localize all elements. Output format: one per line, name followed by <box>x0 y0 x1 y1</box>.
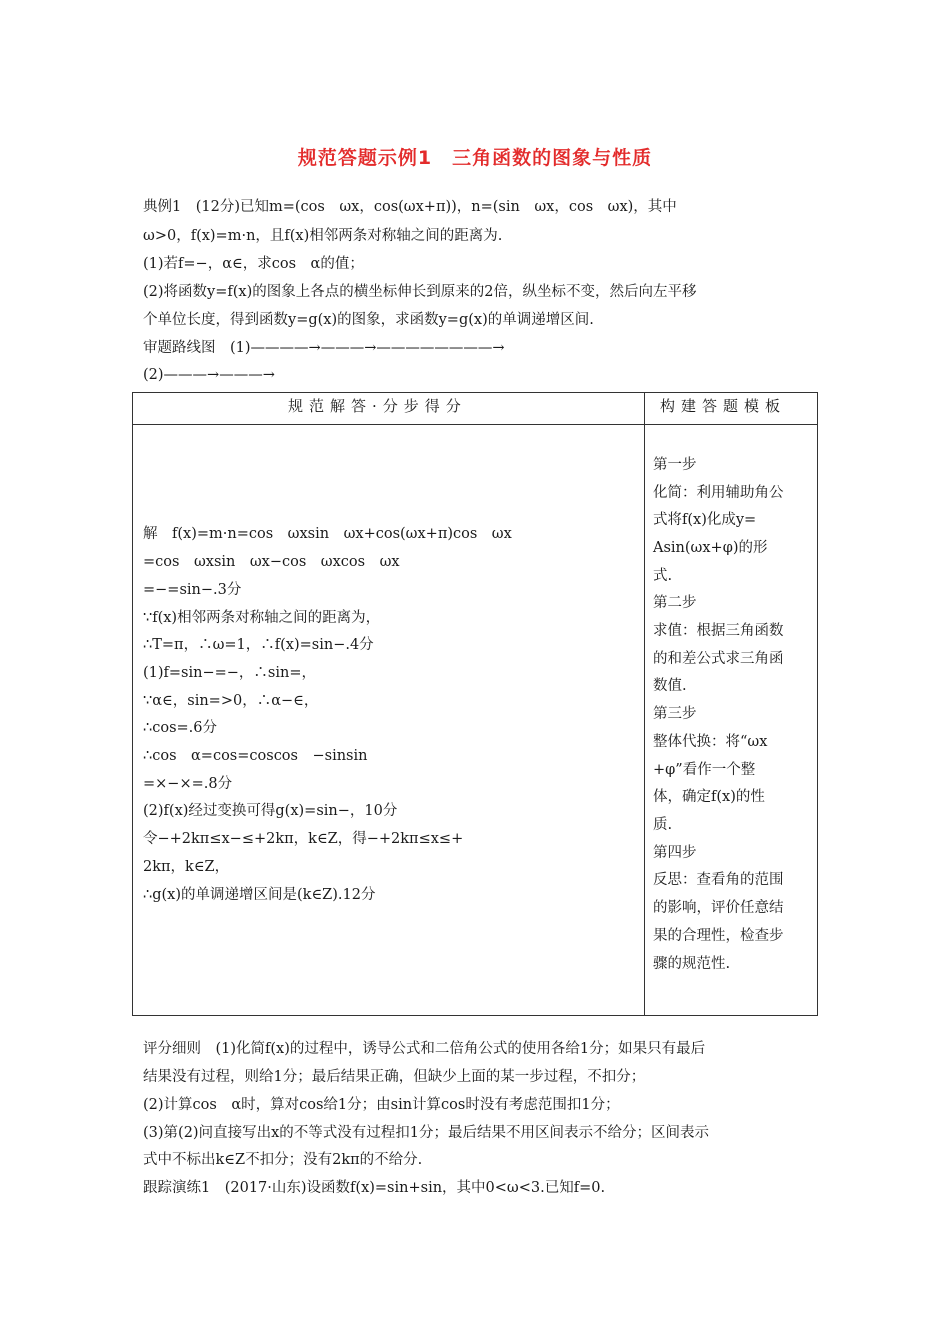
problem-line: 典例1 (12分)已知m=(cos ωx，cos(ωx+π))，n=(sin ωx，cos ωx)，其中 <box>143 199 677 215</box>
template-line: 的和差公式求三角函 <box>653 651 784 667</box>
template-line: 质. <box>653 817 673 833</box>
follow-up-exercise: 跟踪演练1 (2017·山东)设函数f(x)=sin+sin，其中0<ω<3.已知f=0. <box>143 1180 606 1196</box>
table-header-template: 构建答题模板 <box>660 397 787 415</box>
rubric-line: 式中不标出k∈Z不扣分；没有2kπ的不给分. <box>143 1152 423 1168</box>
table-column-divider <box>644 392 645 1016</box>
solution-line: =×−×=.8分 <box>143 776 233 792</box>
template-line: 整体代换：将“ωx <box>653 734 768 750</box>
template-line: 式将f(x)化成y= <box>653 512 757 528</box>
rubric-line: 评分细则 (1)化简f(x)的过程中，诱导公式和二倍角公式的使用各给1分；如果只有最后 <box>143 1041 706 1057</box>
template-line: +φ”看作一个整 <box>653 762 756 778</box>
solution-line: (1)f=sin−=−，∴sin=， <box>143 665 316 681</box>
template-line: 第四步 <box>653 845 697 861</box>
table-header-solution: 规范解答·分步得分 <box>288 397 467 415</box>
solution-line: ∴T=π，∴ω=1，∴f(x)=sin−.4分 <box>143 637 374 653</box>
solution-line: =−=sin−.3分 <box>143 582 242 598</box>
template-line: 式. <box>653 568 673 584</box>
solution-line: 令−+2kπ≤x−≤+2kπ，k∈Z，得−+2kπ≤x≤+ <box>143 831 464 847</box>
template-line: 第一步 <box>653 457 697 473</box>
solution-line: 2kπ，k∈Z， <box>143 859 230 875</box>
solution-line: =cos ωxsin ωx−cos ωxcos ωx <box>143 554 400 570</box>
template-line: 体，确定f(x)的性 <box>653 789 765 805</box>
solution-line: (2)f(x)经过变换可得g(x)=sin−，10分 <box>143 803 398 819</box>
problem-line: (2)———→———→ <box>143 367 275 383</box>
rubric-line: (3)第(2)问直接写出x的不等式没有过程扣1分；最后结果不用区间表示不给分；区间表示 <box>143 1125 709 1141</box>
template-line: 果的合理性，检查步 <box>653 928 784 944</box>
rubric-line: 结果没有过程，则给1分；最后结果正确，但缺少上面的某一步过程，不扣分； <box>143 1069 646 1085</box>
problem-line: 审题路线图 (1)————→———→————————→ <box>143 340 505 356</box>
template-line: 反思：查看角的范围 <box>653 872 784 888</box>
template-line: 数值. <box>653 678 687 694</box>
problem-line: (2)将函数y=f(x)的图象上各点的横坐标伸长到原来的2倍，纵坐标不变，然后向左平移 <box>143 284 697 300</box>
template-line: 化简：利用辅助角公 <box>653 485 784 501</box>
template-line: 求值：根据三角函数 <box>653 623 784 639</box>
rubric-line: (2)计算cos α时，算对cos给1分；由sin计算cos时没有考虑范围扣1分； <box>143 1097 620 1113</box>
solution-line: ∵f(x)相邻两条对称轴之间的距离为， <box>143 610 381 626</box>
solution-line: ∴cos α=cos=coscos −sinsin <box>143 748 368 764</box>
template-line: Asin(ωx+φ)的形 <box>653 540 768 556</box>
problem-line: ω>0，f(x)=m·n，且f(x)相邻两条对称轴之间的距离为. <box>143 228 503 244</box>
solution-line: ∴g(x)的单调递增区间是(k∈Z).12分 <box>143 887 376 903</box>
template-line: 第三步 <box>653 706 697 722</box>
solution-line: ∵α∈，sin=>0，∴α−∈， <box>143 693 319 709</box>
table-header-divider <box>132 424 818 425</box>
template-line: 第二步 <box>653 595 697 611</box>
document-title: 规范答题示例1 三角函数的图象与性质 <box>297 147 653 169</box>
problem-line: 个单位长度，得到函数y=g(x)的图象，求函数y=g(x)的单调递增区间. <box>143 312 594 328</box>
template-line: 骤的规范性. <box>653 956 731 972</box>
template-line: 的影响，评价任意结 <box>653 900 784 916</box>
problem-line: (1)若f=−，α∈，求cos α的值； <box>143 256 364 272</box>
solution-line: ∴cos=.6分 <box>143 720 218 736</box>
solution-line: 解 f(x)=m·n=cos ωxsin ωx+cos(ωx+π)cos ωx <box>143 526 512 542</box>
